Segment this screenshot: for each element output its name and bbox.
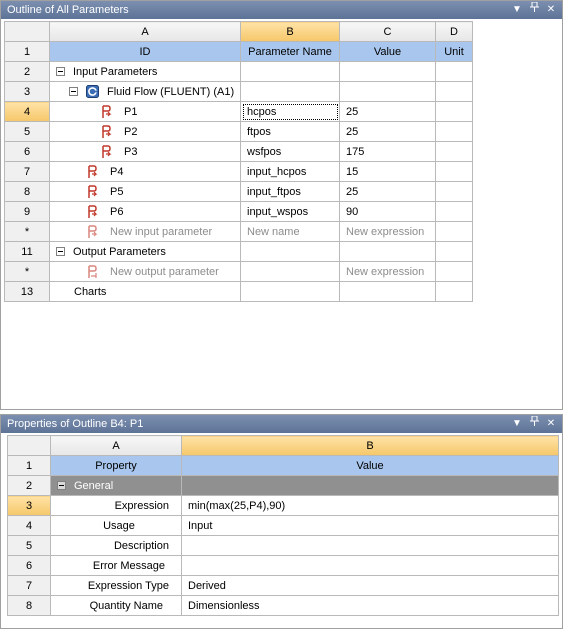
header-parameter-name[interactable]: Parameter Name <box>241 42 340 62</box>
table-row[interactable] <box>8 576 559 596</box>
header-id[interactable]: ID <box>50 42 241 62</box>
row-number[interactable]: 8 <box>8 596 51 616</box>
row-number[interactable]: 4 <box>8 516 51 536</box>
property-cell[interactable]: Error Message <box>51 556 182 576</box>
id-cell[interactable] <box>50 182 241 202</box>
table-row[interactable] <box>8 476 559 496</box>
id-cell[interactable] <box>50 282 241 302</box>
row-number[interactable]: 2 <box>5 62 50 82</box>
value-cell[interactable] <box>182 536 559 556</box>
unit-cell[interactable] <box>436 82 473 102</box>
properties-titlebar <box>1 415 562 433</box>
close-icon[interactable]: ✕ <box>546 4 556 15</box>
value-cell[interactable]: New expression <box>340 222 436 242</box>
id-label: Fluid Flow (FLUENT) (A1) <box>107 85 235 98</box>
id-label: Input Parameters <box>73 65 158 78</box>
dropdown-icon[interactable]: ▼ <box>512 418 522 429</box>
outline-table <box>4 21 473 302</box>
table-row[interactable] <box>5 182 473 202</box>
table-row[interactable] <box>5 282 473 302</box>
property-cell[interactable]: Expression <box>51 496 182 516</box>
col-header-a[interactable]: A <box>50 22 241 42</box>
unit-cell[interactable] <box>436 262 473 282</box>
parameter-icon <box>100 125 112 139</box>
table-row[interactable] <box>5 122 473 142</box>
header-property[interactable]: Property <box>51 456 182 476</box>
property-cell[interactable]: Usage <box>51 516 182 536</box>
parameter-icon <box>86 165 98 179</box>
table-row[interactable] <box>5 202 473 222</box>
row-number[interactable]: 5 <box>5 122 50 142</box>
unit-cell[interactable] <box>436 162 473 182</box>
id-cell[interactable] <box>50 242 241 262</box>
unit-cell[interactable] <box>436 62 473 82</box>
value-cell[interactable] <box>340 282 436 302</box>
row-number[interactable]: 2 <box>8 476 51 496</box>
new-input-parameter-label: New input parameter <box>110 225 213 238</box>
unit-cell[interactable] <box>436 182 473 202</box>
value-cell[interactable]: min(max(25,P4),90) <box>182 496 559 516</box>
row-number[interactable]: 11 <box>5 242 50 262</box>
name-cell[interactable] <box>241 262 340 282</box>
table-row[interactable] <box>5 242 473 262</box>
row-number[interactable]: 4 <box>5 102 50 122</box>
col-header-c[interactable]: C <box>340 22 436 42</box>
row-number[interactable]: 7 <box>8 576 51 596</box>
name-cell[interactable]: input_hcpos <box>241 162 340 182</box>
id-cell[interactable] <box>50 122 241 142</box>
name-cell[interactable]: input_ftpos <box>241 182 340 202</box>
row-number[interactable]: 6 <box>5 142 50 162</box>
table-row[interactable] <box>5 82 473 102</box>
id-cell[interactable] <box>50 262 241 282</box>
id-label: Output Parameters <box>73 245 166 258</box>
unit-cell[interactable] <box>436 122 473 142</box>
output-parameter-icon <box>86 265 98 279</box>
property-cell[interactable]: Quantity Name <box>51 596 182 616</box>
name-cell[interactable] <box>241 242 340 262</box>
row-number[interactable]: 13 <box>5 282 50 302</box>
value-cell[interactable]: 15 <box>340 162 436 182</box>
table-row[interactable] <box>5 142 473 162</box>
value-cell[interactable]: 25 <box>340 182 436 202</box>
property-cell[interactable] <box>51 476 182 496</box>
value-cell[interactable]: New expression <box>340 262 436 282</box>
row-number[interactable]: 1 <box>5 42 50 62</box>
table-row[interactable] <box>8 496 559 516</box>
row-number[interactable]: 3 <box>5 82 50 102</box>
unit-cell[interactable] <box>436 282 473 302</box>
table-row[interactable] <box>5 62 473 82</box>
id-cell[interactable] <box>50 162 241 182</box>
value-cell[interactable]: Derived <box>182 576 559 596</box>
id-label: P3 <box>124 145 138 158</box>
id-cell[interactable] <box>50 142 241 162</box>
row-number[interactable]: * <box>5 222 50 242</box>
close-icon[interactable]: ✕ <box>546 418 556 429</box>
table-row[interactable] <box>8 596 559 616</box>
id-label: Charts <box>74 285 107 298</box>
property-cell[interactable]: Expression Type <box>51 576 182 596</box>
value-cell[interactable]: Input <box>182 516 559 536</box>
name-cell[interactable]: wsfpos <box>241 142 340 162</box>
outline-titlebar <box>1 1 562 19</box>
fluent-icon <box>86 85 99 98</box>
unit-cell[interactable] <box>436 222 473 242</box>
id-label: P2 <box>124 125 138 138</box>
unit-cell[interactable] <box>436 142 473 162</box>
value-cell[interactable] <box>182 476 559 496</box>
collapse-icon[interactable] <box>56 247 65 256</box>
table-row[interactable] <box>8 556 559 576</box>
name-cell[interactable]: input_wspos <box>241 202 340 222</box>
group-label: General <box>74 479 114 492</box>
parameter-icon <box>86 205 98 219</box>
name-cell[interactable] <box>241 282 340 302</box>
corner-cell[interactable] <box>5 22 50 42</box>
parameter-icon <box>100 145 112 159</box>
dropdown-icon[interactable]: ▼ <box>512 4 522 15</box>
parameter-icon <box>86 225 98 239</box>
id-label: P4 <box>110 165 124 178</box>
id-cell[interactable] <box>50 82 241 102</box>
unit-cell[interactable] <box>436 242 473 262</box>
col-header-b[interactable]: B <box>182 436 559 456</box>
value-cell[interactable]: 175 <box>340 142 436 162</box>
corner-cell[interactable] <box>8 436 51 456</box>
collapse-icon[interactable] <box>69 87 78 96</box>
id-label: P6 <box>110 205 124 218</box>
row-number[interactable]: 8 <box>5 182 50 202</box>
value-cell[interactable] <box>182 556 559 576</box>
col-header-d[interactable]: D <box>436 22 473 42</box>
value-cell[interactable] <box>340 62 436 82</box>
table-row[interactable] <box>8 536 559 556</box>
row-number[interactable]: 7 <box>5 162 50 182</box>
value-cell[interactable] <box>340 242 436 262</box>
row-number[interactable]: 6 <box>8 556 51 576</box>
properties-panel <box>0 414 563 629</box>
unit-cell[interactable] <box>436 102 473 122</box>
value-cell[interactable] <box>340 82 436 102</box>
header-value[interactable]: Value <box>340 42 436 62</box>
value-cell[interactable]: Dimensionless <box>182 596 559 616</box>
table-row[interactable] <box>8 516 559 536</box>
id-cell[interactable] <box>50 102 241 122</box>
table-row[interactable] <box>5 162 473 182</box>
properties-title: Properties of Outline B4: P1 <box>7 418 144 430</box>
name-cell[interactable]: hcpos <box>241 102 340 122</box>
table-row[interactable] <box>5 222 473 242</box>
collapse-icon[interactable] <box>56 67 65 76</box>
name-cell[interactable] <box>241 82 340 102</box>
id-cell[interactable] <box>50 222 241 242</box>
new-output-parameter-label: New output parameter <box>110 265 219 278</box>
header-unit[interactable]: Unit <box>436 42 473 62</box>
name-cell[interactable] <box>241 62 340 82</box>
name-cell[interactable]: ftpos <box>241 122 340 142</box>
row-number[interactable]: 5 <box>8 536 51 556</box>
name-cell[interactable]: New name <box>241 222 340 242</box>
collapse-icon[interactable] <box>57 481 66 490</box>
id-cell[interactable] <box>50 202 241 222</box>
table-row[interactable] <box>5 102 473 122</box>
value-cell[interactable]: 25 <box>340 102 436 122</box>
row-number[interactable]: 1 <box>8 456 51 476</box>
id-label: P1 <box>124 105 138 118</box>
id-cell[interactable] <box>50 62 241 82</box>
value-cell[interactable]: 25 <box>340 122 436 142</box>
row-number[interactable]: * <box>5 262 50 282</box>
parameter-icon <box>86 185 98 199</box>
pin-icon[interactable] <box>529 1 539 19</box>
properties-table <box>7 435 559 616</box>
row-number[interactable]: 3 <box>8 496 51 516</box>
table-row[interactable] <box>5 262 473 282</box>
id-label: P5 <box>110 185 124 198</box>
col-header-a[interactable]: A <box>51 436 182 456</box>
header-value[interactable]: Value <box>182 456 559 476</box>
unit-cell[interactable] <box>436 202 473 222</box>
row-number[interactable]: 9 <box>5 202 50 222</box>
pin-icon[interactable] <box>529 415 539 433</box>
value-cell[interactable]: 90 <box>340 202 436 222</box>
col-header-b[interactable]: B <box>241 22 340 42</box>
parameter-icon <box>100 105 112 119</box>
property-cell[interactable]: Description <box>51 536 182 556</box>
outline-title: Outline of All Parameters <box>7 4 129 16</box>
